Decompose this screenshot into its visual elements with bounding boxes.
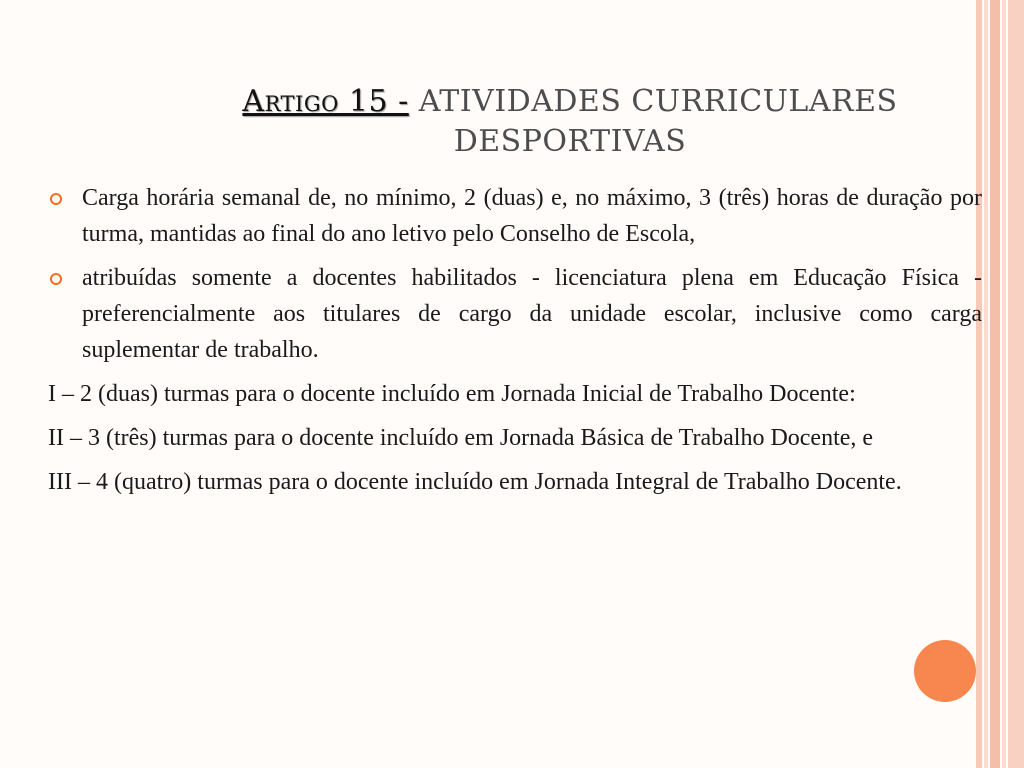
bullet-text: Carga horária semanal de, no mínimo, 2 (duas) e, no máximo, 3 (três) horas de duração por turma, mantidas ao final do ano letivo pelo Conselho de Escola, <box>82 185 982 247</box>
circle-bullet-icon <box>50 273 62 285</box>
title-article: Artigo 15 - <box>242 84 409 119</box>
slide-title <box>140 82 1000 162</box>
slide-body <box>48 180 982 508</box>
title-text: ATIVIDADES CURRICULARES DESPORTIVAS <box>418 84 898 159</box>
orange-circle-decoration <box>914 640 976 702</box>
stripe <box>1008 0 1024 768</box>
circle-bullet-icon <box>50 193 62 205</box>
bullet-text: atribuídas somente a docentes habilitados - licenciatura plena em Educação Física - preferencialmente aos titulares de cargo da unidade escolar, inclusive como carga suplementar de trabalho. <box>82 265 982 363</box>
stripe <box>1002 0 1006 768</box>
roman-item: II – 3 (três) turmas para o docente incluído em Jornada Básica de Trabalho Docente, e <box>48 425 874 451</box>
bullet-item <box>48 180 982 252</box>
bullet-item <box>48 260 982 368</box>
roman-item: I – 2 (duas) turmas para o docente incluído em Jornada Inicial de Trabalho Docente: <box>48 381 856 407</box>
roman-item: III – 4 (quatro) turmas para o docente incluído em Jornada Integral de Trabalho Docente. <box>48 469 902 495</box>
